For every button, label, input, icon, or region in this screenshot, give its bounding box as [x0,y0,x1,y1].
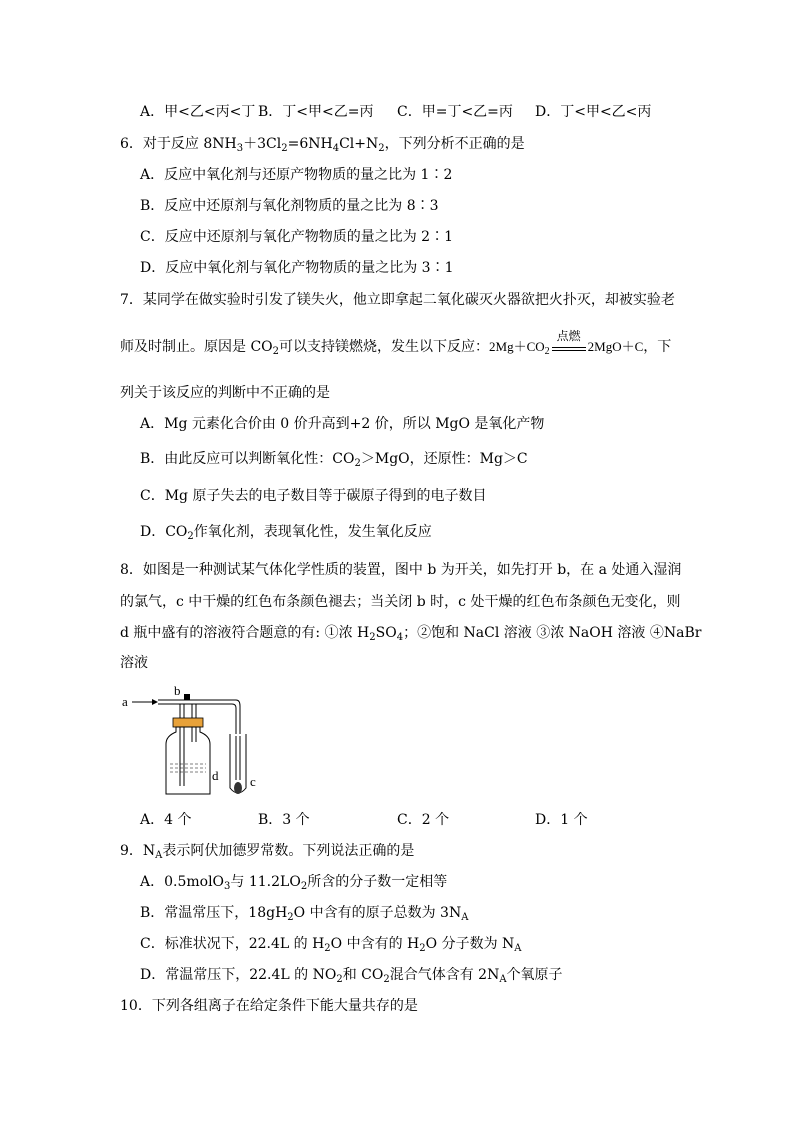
label-a: a [122,694,128,709]
q6-option-c: C．反应中还原剂与氧化产物物质的量之比为 2∶1 [140,229,453,245]
q7-stem-line3: 列关于该反应的判断中不正确的是 [120,385,330,401]
q7-stem-line2: 师及时制止。原因是 $CO_2$可以支持镁燃烧，发生以下反应：$2Mg+CO_2$ 点燃 2MgO＋C，下 [120,337,671,358]
q5-option-d: D．丁<甲<乙<丙 [535,104,652,120]
q6-option-a: A．反应中氧化剂与还原产物物质的量之比为 1∶2 [140,167,453,183]
q9-option-b: B．常温常压下，$18gH_2O$ 中含有的原子总数为 $3N_A$ [140,905,469,923]
q10-stem: 10．下列各组离子在给定条件下能大量共存的是 [120,998,418,1014]
label-c: c [250,774,256,789]
q6-option-d: D．反应中氧化剂与氧化产物物质的量之比为 3∶1 [140,260,454,276]
q9-option-d: D．常温常压下，22.4L 的 $NO_2$和 $CO_2$混合气体含有 $2N_A$个氧原子 [140,967,563,985]
q5-option-a: A．甲<乙<丙<丁 [140,104,256,120]
q8-stem-line2: 的氯气，c 中干燥的红色布条颜色褪去；当关闭 b 时，c 处干燥的红色布条颜色无变化，则 [120,594,681,610]
q9-option-a: A．0.5molO$_3$与 $11.2LO_2$所含的分子数一定相等 [140,874,448,892]
label-d: d [212,768,219,783]
bottle-stopper [173,718,203,727]
q7-option-a: A．Mg 元素化合价由 0 价升高到+2 价，所以 MgO 是氧化产物 [140,416,545,432]
q8-stem-line1: 8．如图是一种测试某气体化学性质的装置，图中 b 为开关，如先打开 b，在 a 处通入湿润 [120,562,682,578]
q5-option-b: B．丁<甲<乙=丙 [258,104,374,120]
q8-stem-line3: d 瓶中盛有的溶液符合题意的有: ①浓 $H_2SO_4$；②饱和 NaCl 溶液 ③浓 NaOH 溶液 ④NaBr [120,625,702,643]
q8-option-c: C．2 个 [397,812,450,828]
label-b: b [174,683,181,698]
q7-option-d: D．$CO_2$作氧化剂，表现氧化性，发生氧化反应 [140,524,432,542]
valve-b-icon [184,694,190,700]
q5-option-c: C．甲=丁<乙=丙 [397,104,513,120]
red-cloth-strip [234,782,242,794]
gas-test-apparatus-figure [118,682,278,802]
q7-option-c: C．Mg 原子失去的电子数目等于碳原子得到的电子数目 [140,488,487,504]
q8-stem-line4: 溶液 [120,655,148,671]
q7-equation: $2Mg+CO_2$ 点燃 2MgO＋C [489,339,643,354]
q8-option-d: D．1 个 [535,812,588,828]
q9-stem: 9．$N_A$表示阿伏加德罗常数。下列说法正确的是 [120,843,415,861]
q7-equation-condition: 点燃 [556,329,581,344]
q7-option-b: B．由此反应可以判断氧化性：$CO_2>MgO$，还原性：Mg＞C [140,451,528,469]
q8-option-b: B．3 个 [258,812,310,828]
q7-stem-line1: 7．某同学在做实验时引发了镁失火，他立即拿起二氧化碳灭火器欲把火扑灭，却被实验老 [120,292,675,308]
q8-option-a: A．4 个 [140,812,192,828]
q6-stem: 6．对于反应 $8NH_3+3Cl_2=6NH_4Cl+N_2$，下列分析不正确的是 [120,136,525,154]
q6-option-b: B．反应中还原剂与氧化剂物质的量之比为 8∶3 [140,198,439,214]
q9-option-c: C．标准状况下，22.4L 的 $H_2O$ 中含有的 $H_2O$ 分子数为 $N_A$ [140,936,522,954]
